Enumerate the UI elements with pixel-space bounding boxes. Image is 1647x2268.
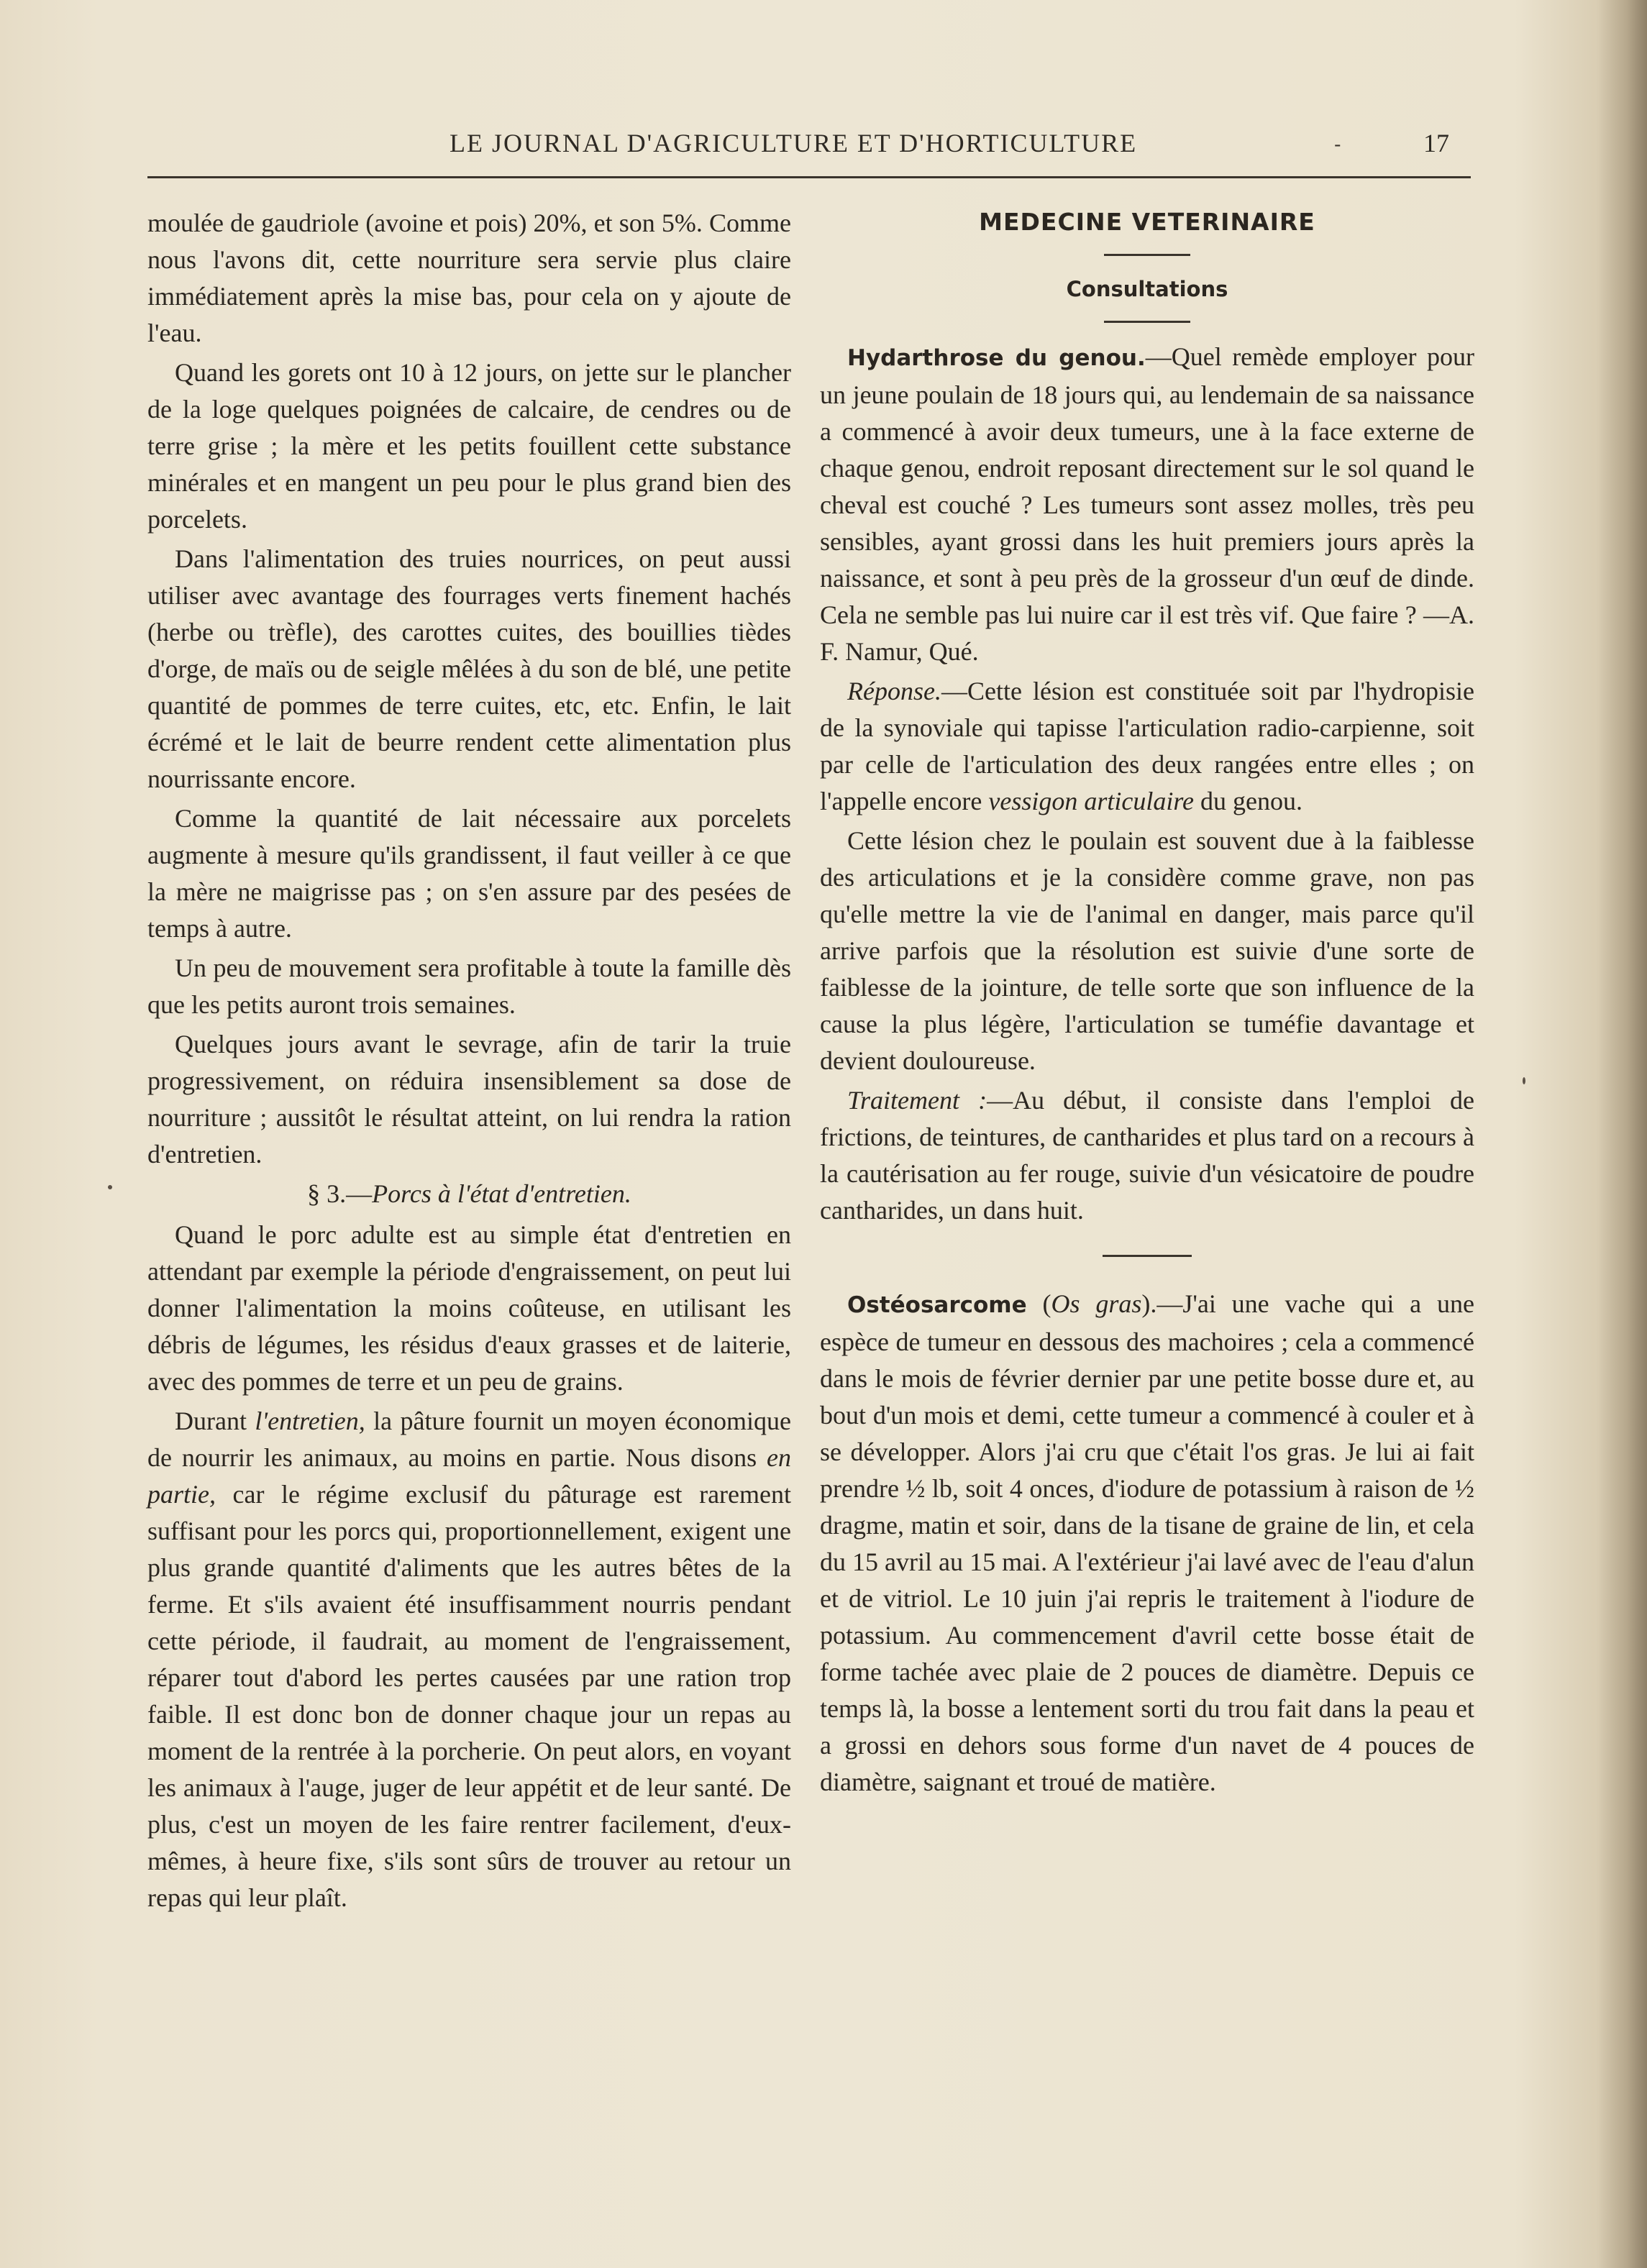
rubric-title: MEDECINE VETERINAIRE	[979, 208, 1315, 236]
question-paragraph	[820, 1286, 1474, 1801]
treatment-paragraph	[820, 1082, 1474, 1229]
print-speck	[108, 1185, 112, 1189]
answer-paragraph: Cette lésion chez le poulain est souvent due à la faiblesse des articulations et je la considère comme grave, non pas qu'elle mettre la vie de l'animal en danger, mais parce qu'il arrive parfois que la résolution est suivie d'une sorte de faiblesse de la jointure, de telle sorte que son influence de la cause la plus légère, l'articulation se tuméfie davantage et devient douloureuse.	[820, 826, 1474, 1075]
page-shadow-edge	[1597, 0, 1647, 2268]
section-heading	[147, 1176, 791, 1212]
paragraph: Dans l'alimentation des truies nourrices, on peut aussi utiliser avec avantage des fourrages verts finement hachés (herbe ou trèfle), des carottes cuites, des bouillies tièdes d'orge, de maïs ou de seigle mêlées à du son de blé, une petite quantité de pommes de terre cuites, etc, etc. Enfin, le lait écrémé et le lait de beurre rendent cette alimentation plus nourrissante encore.	[147, 544, 791, 793]
divider	[1103, 1255, 1192, 1257]
question-text: ).—J'ai une vache qui a une espèce de tumeur en dessous des machoires ; cela a commencé dans le mois de février dernier par une petite bosse dure et, au bout d'un mois et demi, cette tumeur a commencé à couler et à se développer. Alors j'ai cru que c'était l'os gras. Je lui ai fait prendre ½ lb, soit 4 onces, d'iodure de potassium à raison de ½ dragme, matin et soir, dans de la tisane de graine de lin, et cela du 15 avril au 15 mai. A l'extérieur j'ai lavé avec de l'eau d'alun et de vitriol. Le 10 juin j'ai repris le traitement à l'iodure de potassium. Au commencement d'avril cette bosse était de forme tachée avec plaie de 2 pouces de diamètre. Depuis ce temps là, la bosse a lentement sorti du trou fait dans la peau et a grossi en dehors sous forme d'un navet de 4 pouces de diamètre, saignant et troué de matière.	[820, 1289, 1474, 1796]
right-column	[820, 205, 1474, 1801]
italic-run: Os gras	[1051, 1289, 1142, 1318]
print-speck	[1523, 1077, 1525, 1084]
paragraph: Un peu de mouvement sera profitable à toute la famille dès que les petits auront trois semaines.	[147, 954, 791, 1019]
answer-paragraph	[820, 673, 1474, 820]
running-head: LE JOURNAL D'AGRICULTURE ET D'HORTICULTURE	[450, 129, 1138, 157]
page-number: 17	[1423, 129, 1449, 157]
header-rule	[147, 176, 1471, 178]
header-mark: -	[1334, 132, 1341, 156]
answer-label: Réponse.	[847, 677, 941, 705]
text-run: car le régime exclusif du pâturage est rarement suffisant pour les porcs qui, proportionnellement, exigent une plus grande quantité d'aliments que les autres bêtes de la ferme. Et s'ils avaient été insuffisamment nourris pendant cette période, il faudrait, au moment de l'engraissement, réparer tout d'abord les pertes causées par une ration trop faible. Il est donc bon de donner chaque jour un repas au moment de la rentrée à la porcherie. On peut alors, en voyant les animaux à l'auge, juger de leur appétit et de leur santé. De plus, c'est un moyen de les faire rentrer facilement, d'eux-mêmes, à heure fixe, s'ils sont sûrs de trouver au retour un repas qui leur plaît.	[147, 1480, 791, 1912]
question-paragraph	[820, 339, 1474, 670]
answer-text: du genou.	[1194, 787, 1302, 815]
page-header	[147, 128, 1471, 171]
italic-run: l'entretien,	[255, 1407, 365, 1435]
paragraph	[147, 1403, 791, 1916]
paragraph: Quelques jours avant le sevrage, afin de tarir la truie progressivement, on réduira insensiblement sa dose de nourriture ; aussitôt le résultat atteint, on lui rendra la ration d'entretien.	[147, 1030, 791, 1169]
paragraph: moulée de gaudriole (avoine et pois) 20%, et son 5%. Comme nous l'avons dit, cette nourriture sera servie plus claire immédiatement après la mise bas, pour cela on y ajoute de l'eau.	[147, 209, 791, 347]
treatment-text: —Au début, il consiste dans l'emploi de frictions, de teintures, de cantharides et plus tard on a recours à la cautérisation au fer rouge, suivie d'un vésicatoire de poudre cantharides, un dans huit.	[820, 1086, 1475, 1225]
divider	[1104, 254, 1190, 256]
section-symbol: § 3.—	[307, 1179, 373, 1208]
divider	[1104, 321, 1190, 323]
question-lead: Ostéosarcome	[847, 1292, 1027, 1318]
italic-run: en partie,	[147, 1443, 791, 1509]
paragraph: Quand le porc adulte est au simple état d'entretien en attendant par exemple la période d'engraissement, on peut lui donner l'alimentation la moins coûteuse, en utilisant les débris de légumes, les résidus d'eaux grasses et de laiterie, avec des pommes de terre et un peu de grains.	[147, 1220, 791, 1396]
italic-run: vessigon articulaire	[988, 787, 1194, 815]
paragraph: Comme la quantité de lait nécessaire aux porcelets augmente à mesure qu'ils grandissent, il faut veiller à ce que la mère ne maigrisse pas ; on s'en assure par des pesées de temps à autre.	[147, 804, 791, 943]
text-run: la pâture fournit un moyen économique de nourrir les animaux, au moins en partie. Nous disons	[147, 1407, 792, 1472]
text-run: Durant	[175, 1407, 255, 1435]
subrubric-title: Consultations	[1066, 277, 1228, 301]
answer-text: —Cette lésion est constituée soit par l'hydropisie de la synoviale qui tapisse l'articulation radio-carpienne, soit par celle de l'articulation des deux rangées entre elles ; on l'appelle encore	[820, 677, 1474, 815]
question-text: —Quel remède employer pour un jeune poulain de 18 jours qui, au lendemain de sa naissance a commencé à avoir deux tumeurs, une à la face externe de chaque genou, endroit reposant directement sur le sol quand le cheval est couché ? Les tumeurs sont assez molles, très peu sensibles, ayant grossi dans les huit premiers jours après la naissance, et sont à peu près de la grosseur d'un œuf de dinde. Cela ne semble pas lui nuire car il est très vif. Que faire ? —A. F. Namur, Qué.	[820, 342, 1475, 666]
text-run: (	[1026, 1289, 1051, 1318]
question-lead: Hydarthrose du genou.	[847, 345, 1146, 371]
section-title: Porcs à l'état d'entretien.	[372, 1179, 631, 1208]
paragraph: Quand les gorets ont 10 à 12 jours, on jette sur le plancher de la loge quelques poignées de calcaire, de cendres ou de terre grise ; la mère et les petits fouillent cette substance minérales et en mangent un peu pour le plus grand bien des porcelets.	[147, 358, 791, 534]
treatment-label: Traitement :	[847, 1086, 987, 1115]
left-column	[147, 205, 791, 1916]
